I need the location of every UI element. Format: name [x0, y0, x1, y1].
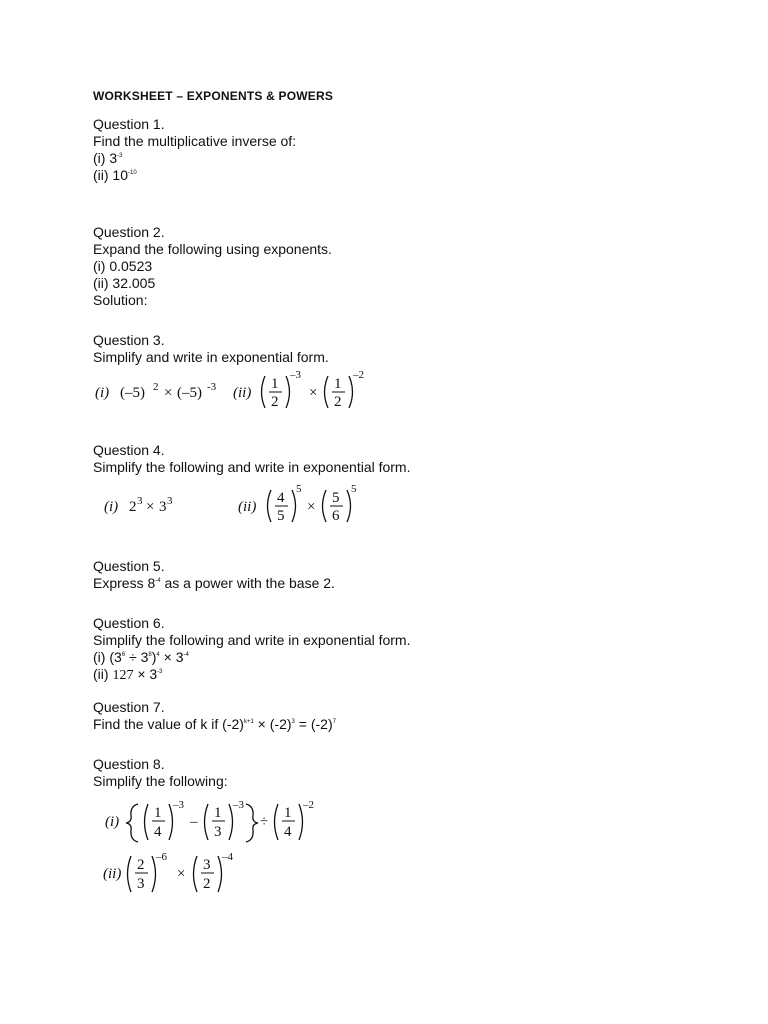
right-paren: [169, 804, 173, 840]
fraction-1-num: 1: [154, 805, 162, 821]
fraction-1-den: 3: [137, 876, 145, 892]
left-paren: [205, 804, 209, 840]
right-paren: [152, 856, 156, 892]
part-i-label: (i): [104, 499, 119, 515]
times-sign: ×: [309, 385, 318, 401]
base-1: 2: [129, 499, 137, 515]
right-paren: [347, 490, 351, 522]
right-paren: [349, 376, 353, 408]
question-4: [93, 442, 411, 476]
fraction-1-exp: –6: [156, 851, 167, 863]
fraction-2-den: 2: [334, 394, 342, 410]
part-ii: (ii) 32.005: [93, 275, 156, 291]
part-i-label: (i): [105, 814, 120, 830]
fraction-2-den: 6: [332, 508, 340, 524]
question-2: [93, 224, 332, 309]
fraction-2-num: 1: [214, 805, 222, 821]
question-text: Find the value of k if $(-2)^{k+1} \times (-2)^3 = (-2)^7$: [93, 716, 336, 732]
fraction-2-exp: –4: [222, 851, 233, 863]
question-text: Simplify and write in exponential form.: [93, 349, 329, 365]
right-paren: [292, 490, 296, 522]
minus-sign: –: [190, 814, 198, 830]
fraction-2-num: 1: [334, 376, 342, 392]
question-heading: Question 8.: [93, 756, 165, 772]
question-heading: Question 4.: [93, 442, 165, 458]
question-heading: Question 1.: [93, 116, 165, 132]
part-i-label: (i): [95, 385, 110, 401]
exp-2: -3: [207, 381, 217, 393]
fraction-2-num: 3: [203, 857, 211, 873]
part-ii-label: (ii): [238, 499, 257, 515]
question-heading: Question 7.: [93, 699, 165, 715]
question-3-math: [93, 366, 393, 416]
question-heading: Question 5.: [93, 558, 165, 574]
part-ii: (ii) $10^{-10}$: [93, 167, 137, 183]
divide-sign: ÷: [260, 814, 269, 830]
part-i: (i) $(3^6 \div 3^8)^4 \times 3^{-4}$: [93, 649, 189, 665]
part-ii-label: (ii): [233, 385, 252, 401]
times-sign: ×: [146, 499, 155, 515]
question-8: [93, 756, 228, 790]
worksheet-title: WORKSHEET – EXPONENTS & POWERS: [93, 89, 334, 103]
fraction-1-den: 4: [154, 824, 162, 840]
fraction-1-exp: –3: [290, 369, 301, 381]
left-paren: [262, 376, 266, 408]
right-paren: [286, 376, 290, 408]
exp-1: 2: [153, 381, 159, 393]
left-brace: [126, 804, 138, 842]
question-text: Simplify the following:: [93, 773, 228, 789]
right-paren: [299, 804, 303, 840]
fraction-2-num: 5: [332, 490, 340, 506]
left-paren: [275, 804, 279, 840]
fraction-3-exp: –2: [303, 799, 314, 811]
question-heading: Question 3.: [93, 332, 165, 348]
solution-label: Solution:: [93, 292, 148, 308]
exp-1: 3: [137, 495, 143, 507]
left-paren: [145, 804, 149, 840]
left-paren: [194, 856, 198, 892]
right-brace: [246, 804, 258, 842]
part-i: (i) $3^{-3}$: [93, 150, 123, 166]
question-text: Simplify the following and write in exponential form.: [93, 632, 411, 648]
base-2: (–5): [177, 385, 202, 401]
fraction-1-den: 5: [277, 508, 285, 524]
part-i: (i) 0.0523: [93, 258, 153, 274]
times-sign: ×: [307, 499, 316, 515]
part-ii-label: (ii): [103, 866, 122, 882]
question-text: Express $8^{-4}$ as a power with the base 2.: [93, 575, 335, 591]
part-ii: (ii) $127 \times 3^{-3}$: [93, 666, 163, 683]
question-7: [93, 699, 336, 733]
fraction-3-num: 1: [284, 805, 292, 821]
question-text: Expand the following using exponents.: [93, 241, 332, 257]
base-1: (–5): [120, 385, 145, 401]
question-text: Find the multiplicative inverse of:: [93, 133, 297, 149]
fraction-2-exp: 5: [351, 483, 357, 495]
fraction-3-den: 4: [284, 824, 292, 840]
question-3: [93, 332, 329, 366]
left-paren: [323, 490, 327, 522]
fraction-2-exp: –2: [353, 369, 364, 381]
left-paren: [325, 376, 329, 408]
fraction-1-num: 4: [277, 490, 285, 506]
right-paren: [229, 804, 233, 840]
fraction-1-num: 1: [271, 376, 279, 392]
question-heading: Question 6.: [93, 615, 165, 631]
fraction-1-exp: –3: [173, 799, 184, 811]
right-paren: [218, 856, 222, 892]
fraction-1-num: 2: [137, 857, 145, 873]
question-5: [93, 558, 335, 592]
base-2: 3: [159, 499, 167, 515]
question-1: [93, 116, 296, 184]
question-4-math: [93, 480, 393, 530]
question-6: [93, 615, 411, 684]
times-sign: ×: [177, 866, 186, 882]
fraction-1-den: 2: [271, 394, 279, 410]
times-sign: ×: [164, 385, 173, 401]
fraction-2-exp: –3: [233, 799, 244, 811]
left-paren: [268, 490, 272, 522]
question-heading: Question 2.: [93, 224, 165, 240]
fraction-2-den: 2: [203, 876, 211, 892]
exp-2: 3: [167, 495, 173, 507]
fraction-2-den: 3: [214, 824, 222, 840]
question-text: Simplify the following and write in exponential form.: [93, 459, 411, 475]
question-8-math: [93, 792, 393, 897]
left-paren: [128, 856, 132, 892]
fraction-1-exp: 5: [296, 483, 302, 495]
